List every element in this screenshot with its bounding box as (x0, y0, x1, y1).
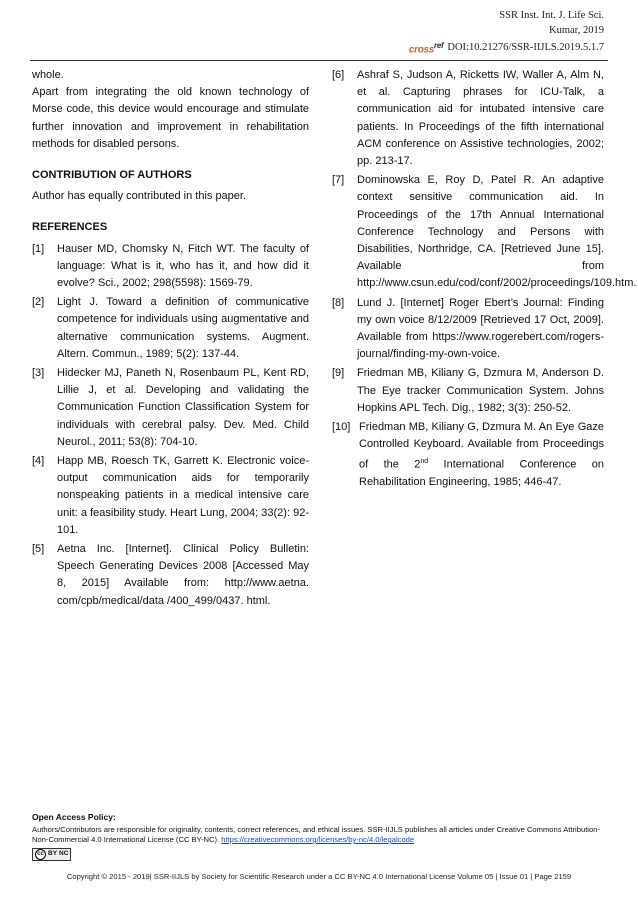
crossref-logo[interactable]: cross$^{ref}$ (408, 41, 444, 56)
left-column (32, 67, 309, 612)
reference-item (32, 294, 309, 363)
reference-number: [3] (32, 367, 45, 380)
cc-icon: cc (35, 849, 46, 860)
reference-text: Hidecker MJ, Paneth N, Rosenbaum PL, Kent RD, Lillie J, et al. Developing and validating the Communication Function Classification System for individuals with cerebral palsy. Dev. Med. Child Neurol., 2011; 53(8): 704-10. (57, 367, 309, 448)
paragraph-continuation: whole. (32, 69, 64, 81)
reference-number: [8] (332, 296, 345, 309)
page-header (409, 8, 604, 57)
reference-text: Dominowska E, Roy D, Patel R. An adaptive context sensitive communication aid. In Proceedings of the 17th Annual International Conference Technology and Persons with Disabilities, Northridge, CA. [Retrieved June 15]. Available from http://www.csun.edu/cod/conf/2002/proceedings/109.htm. (357, 174, 637, 290)
reference-text: Ashraf S, Judson A, Ricketts IW, Waller A, Alm N, et al. Capturing phrases for ICU-Talk, a communication aid for intubated intensive care patients. In Proceedings of the fifth international ACM conference on Assistive technologies, 2002; pp. 213-17. (357, 69, 604, 168)
reference-number: [1] (32, 242, 45, 255)
open-access-text: Authors/Contributors are responsible for originality, contents, correct references, and ethical issues. SSR-IIJLS publishes all articles under Creative Commons Attribution- Non-Commercial 4.0 International License (CC BY-NC). (32, 824, 600, 844)
author-year: Kumar, 2019 (549, 25, 604, 36)
reference-number: [10] (332, 421, 351, 434)
reference-item (32, 541, 309, 610)
reference-text: Aetna Inc. [Internet]. Clinical Policy Bulletin: Speech Generating Devices 2008 [Accessed May 8, 2015] Available from: http://www.aetna. com/cpb/medical/data /400_499/0437. html. (57, 543, 309, 607)
contribution-text: Author has equally contributed in this paper. (32, 190, 247, 203)
reference-number: [7] (332, 174, 345, 187)
reference-item (32, 241, 309, 293)
cc-by-nc-badge[interactable] (32, 848, 71, 861)
reference-item: [10] Friedman MB, Kiliany G, Dzmura M. An Eye Gaze Controlled Keyboard. Available from Proceedings of the 2nd International Conference on Rehabilitation Engineering, 1985; 446-47. (332, 421, 604, 489)
references-heading: REFERENCES (32, 221, 108, 234)
reference-number: [6] (332, 69, 345, 81)
reference-item (332, 295, 604, 364)
license-link[interactable]: https://creativecommons.org/licenses/by-nc/4.0/legalcode (221, 835, 415, 844)
reference-item (32, 365, 309, 451)
reference-number: [5] (32, 543, 45, 556)
reference-item (332, 67, 604, 170)
by-label: BY (48, 849, 58, 857)
doi-text[interactable]: DOI:10.21276/SSR-IIJLS.2019.5.1.7 (447, 42, 604, 54)
reference-item (32, 453, 309, 539)
open-access-policy (32, 812, 608, 861)
reference-text: Hauser MD, Chomsky N, Fitch WT. The faculty of language: What is it, who has it, and how did it evolve? Sci., 2002; 298(5598): 1569-79. (57, 242, 309, 290)
reference-item (332, 172, 637, 292)
journal-name: SSR Inst. Int. J. Life Sci. (499, 10, 604, 21)
reference-number: [2] (32, 296, 45, 309)
paragraph-conclusion: Apart from integrating the old known technology of Morse code, this device would encourage and stimulate further innovation and improvement in rehabilitation methods for disabled persons. (32, 86, 309, 150)
header-divider (30, 60, 608, 61)
reference-item (332, 365, 604, 417)
doi-line (409, 38, 604, 57)
right-column (332, 67, 637, 494)
references-list-left (32, 241, 309, 610)
nc-label: NC (59, 849, 69, 857)
reference-text: Happ MB, Roesch TK, Garrett K. Electronic voice-output communication aids for temporarily nonspeaking patients in a medical intensive care unit: a feasibility study. Heart Lung, 2004; 33(2): 92-101. (57, 455, 309, 536)
open-access-title: Open Access Policy: (32, 812, 116, 822)
reference-text: Light J. Toward a definition of communicative competence for individuals using augmentative and alternative communication systems. Augment. Altern. Commun., 1989; 5(2): 137-44. (57, 296, 309, 360)
contribution-heading: CONTRIBUTION OF AUTHORS (32, 169, 192, 182)
page-footer: Copyright © 2015 - 2019| SSR-IIJLS by Society for Scientific Research under a CC BY-NC 4.0 International License Volume 05 | Issue 01 | Page 2159 (66, 872, 572, 881)
reference-text: Lund J. [Internet] Roger Ebert’s Journal: Finding my own voice 8/12/2009 [Retrieved 17 Oct, 2009]. Available from https://www.rogerebert.com/rogers-journal/finding-my-own-voice. (357, 296, 604, 361)
reference-number: [4] (32, 455, 45, 468)
references-list-right (332, 67, 637, 417)
reference-text: Friedman MB, Kiliany G, Dzmura M, Anderson D. The Eye tracker Communication System. Johns Hopkins APL Tech. Dig., 1982; 3(3): 250-52. (357, 367, 604, 414)
reference-number: [9] (332, 367, 345, 380)
